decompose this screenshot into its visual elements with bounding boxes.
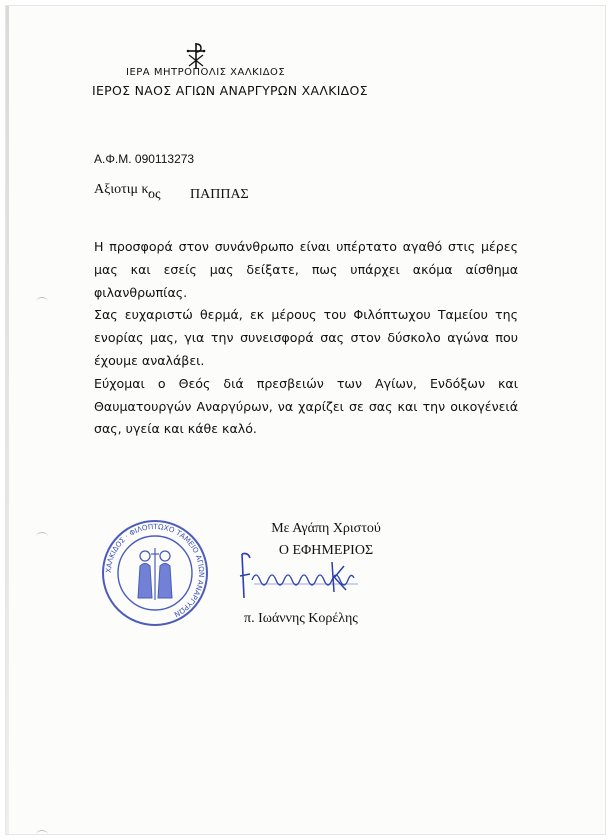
body-paragraph: Εύχομαι ο Θεός διά πρεσβειών των Αγίων, Ενδόξων και Θαυματουργών Αναργύρων, να χαρίζει σε σας και την οικογένειά σας, υγεία και κάθε καλό. [94, 375, 518, 437]
closing-line: Με Αγάπη Χριστού [271, 521, 381, 536]
salutation-handwritten-suffix: ος [148, 187, 161, 202]
salutation-printed: Αξιοτιμ κ. [94, 182, 153, 197]
punch-hole-mark [36, 532, 48, 541]
letter-body [94, 236, 518, 441]
punch-hole-mark [36, 830, 48, 839]
scan-edge [6, 6, 9, 834]
metropolis-heading: ΙΕΡΑ ΜΗΤΡΟΠΟΛΙΣ ΧΑΛΚΙΔΟΣ [126, 67, 286, 78]
tax-id: Α.Φ.Μ. 090113273 [94, 152, 195, 166]
salutation-handwritten-name: ΠΑΠΠΑΣ [190, 187, 249, 202]
priest-title: Ο ΕΦΗΜΕΡΙΟΣ [278, 543, 374, 558]
saints-figures-icon [138, 548, 172, 600]
chi-rho-cross-icon [184, 42, 208, 70]
stamp-ring-text: ΧΑΛΚΙΔΟΣ · ΦΙΛΟΠΤΩΧΟ ΤΑΜΕΙΟ ΑΓΙΩΝ ΑΝΑΡΓΥΡΩΝ [103, 521, 207, 620]
signer-name: π. Ιωάννης Κορέλης [244, 611, 358, 626]
body-paragraph: Σας ευχαριστώ θερμά, εκ μέρους του Φιλόπτωχου Ταμείου της ενορίας μας, για την συνεισφορά σας στον δύσκολο αγώνα που έχουμε αναλάβει. [94, 307, 518, 368]
handwritten-signature [238, 548, 366, 604]
letter-page [6, 6, 605, 834]
body-paragraph: Η προσφορά στον συνάνθρωπο είναι υπέρτατο αγαθό στις μέρες μας και εσείς μας δείξατε, πως υπάρχει ακόμα αίσθημα φιλανθρωπίας. [94, 239, 518, 300]
punch-hole-mark [36, 297, 48, 306]
church-heading: ΙΕΡΟΣ ΝΑΟΣ ΑΓΙΩΝ ΑΝΑΡΓΥΡΩΝ ΧΑΛΚΙΔΟΣ [92, 83, 368, 98]
salutation [94, 182, 152, 198]
parish-stamp [100, 518, 210, 628]
